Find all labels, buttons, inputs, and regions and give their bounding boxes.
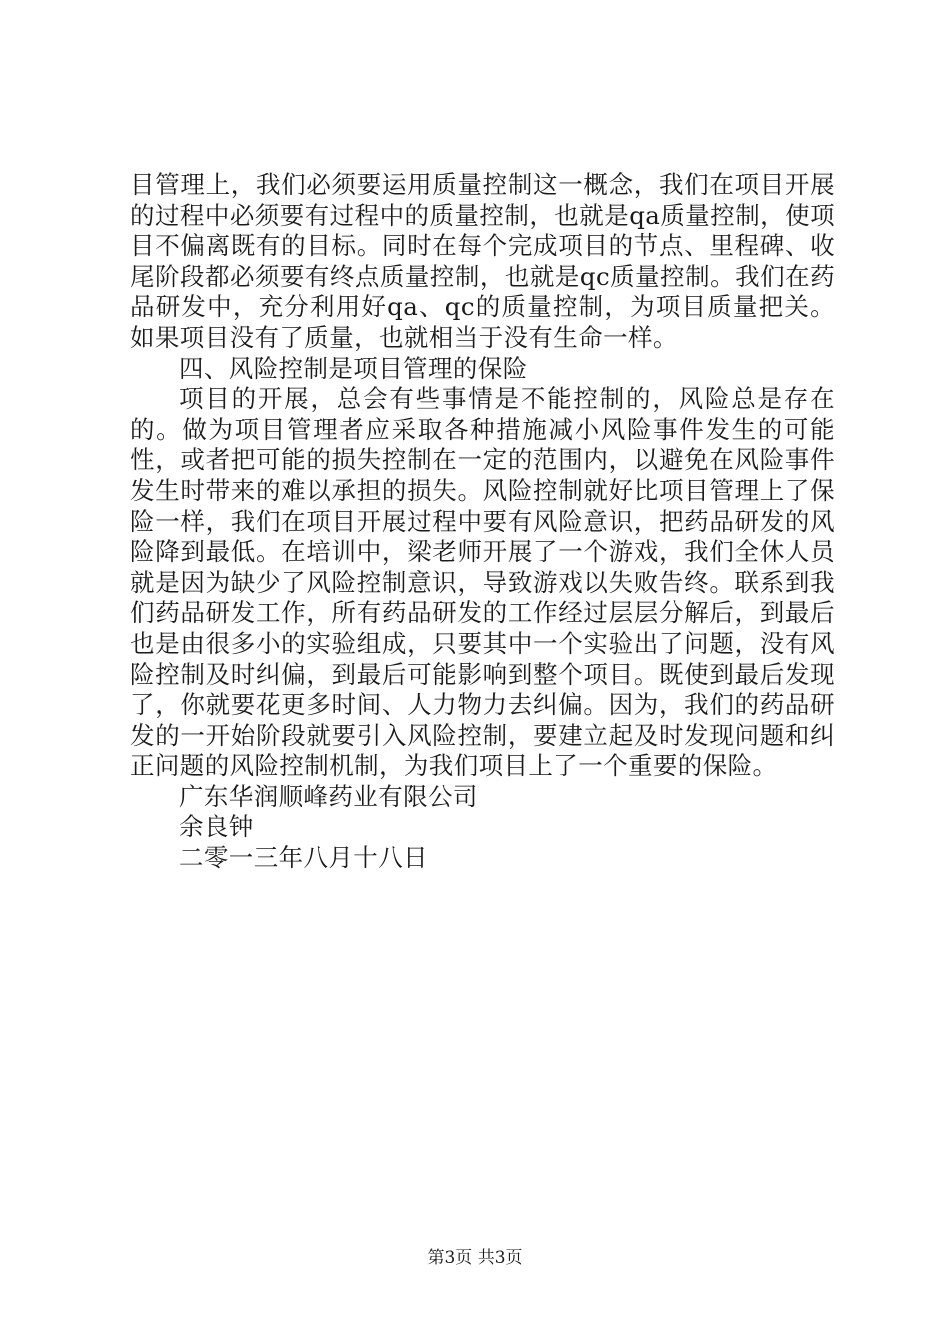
page-number: 第3页 共3页 <box>427 1248 523 1268</box>
document-body <box>130 170 835 874</box>
signature-company: 广东华润顺峰药业有限公司 <box>179 781 478 811</box>
signature-date: 二零一三年八月十八日 <box>179 843 428 873</box>
signature-name: 余良钟 <box>179 812 254 842</box>
page-footer <box>0 1243 950 1268</box>
paragraph-quality-control: 目管理上，我们必须要运用质量控制这一概念，我们在项目开展的过程中必须要有过程中的质量控制，也就是qa质量控制，使项目不偏离既有的目标。同时在每个完成项目的节点、里程碑、收尾阶段都必须要有终点质量控制，也就是qc质量控制。我们在药品研发中，充分利用好qa、qc的质量控制，为项目质量把关。如果项目没有了质量，也就相当于没有生命一样。 <box>130 170 835 352</box>
section-heading-risk-control: 四、风险控制是项目管理的保险 <box>179 353 528 383</box>
paragraph-risk-control: 项目的开展，总会有些事情是不能控制的，风险总是存在的。做为项目管理者应采取各种措施减小风险事件发生的可能性，或者把可能的损失控制在一定的范围内，以避免在风险事件发生时带来的难以承担的损失。风险控制就好比项目管理上了保险一样，我们在项目开展过程中要有风险意识，把药品研发的风险降到最低。在培训中，梁老师开展了一个游戏，我们全休人员就是因为缺少了风险控制意识，导致游戏以失败告终。联系到我们药品研发工作，所有药品研发的工作经过层层分解后，到最后也是由很多小的实验组成，只要其中一个实验出了问题，没有风险控制及时纠偏，到最后可能影响到整个项目。既使到最后发现了，你就要花更多时间、人力物力去纠偏。因为，我们的药品研发的一开始阶段就要引入风险控制，要建立起及时发现问题和纠正问题的风险控制机制，为我们项目上了一个重要的保险。 <box>130 384 835 781</box>
